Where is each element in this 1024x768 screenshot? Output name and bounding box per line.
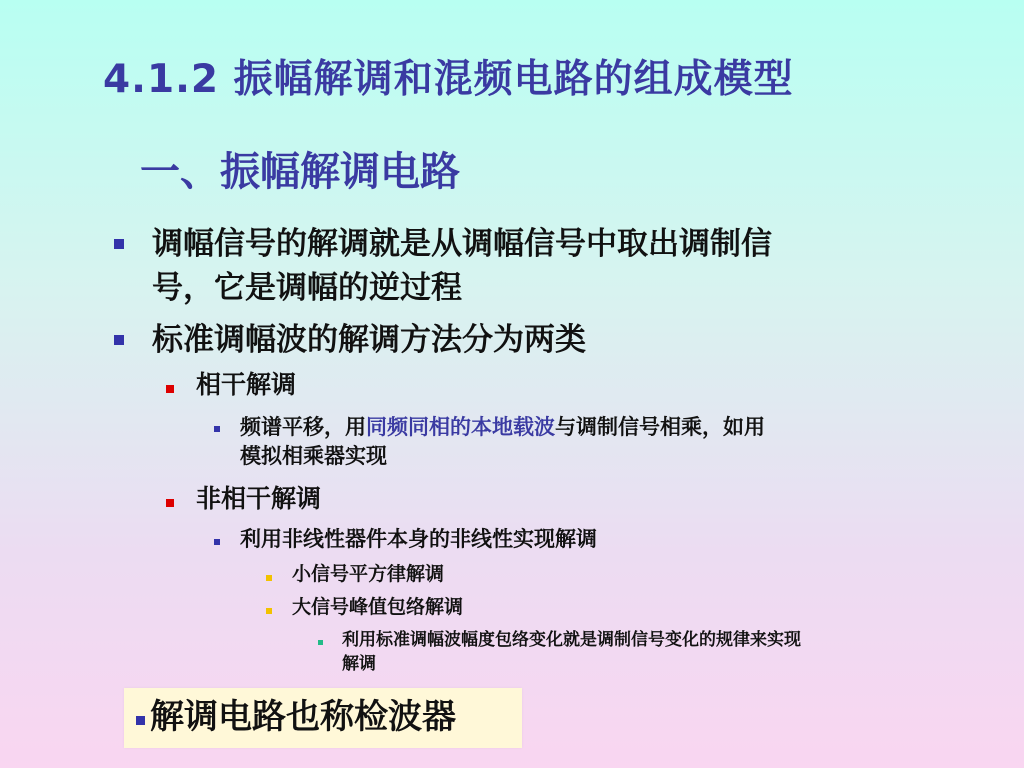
coherent-detail-prefix: 频谱平移，用 bbox=[240, 415, 366, 439]
bullet-noncoherent: 非相干解调 bbox=[196, 484, 322, 513]
bullet-noncoherent-detail: 利用非线性器件本身的非线性实现解调 bbox=[240, 527, 597, 551]
coherent-detail-line2: 模拟相乘器实现 bbox=[240, 444, 387, 468]
slide-title: 4.1.2 振幅解调和混频电路的组成模型 bbox=[103, 57, 794, 102]
square-bullet-icon bbox=[214, 426, 220, 432]
bullet-definition-line1: 调幅信号的解调就是从调幅信号中取出调制信 bbox=[152, 226, 772, 262]
bullet-coherent-detail bbox=[240, 413, 765, 471]
bullet-definition-line2: 号，它是调幅的逆过程 bbox=[152, 270, 462, 306]
square-bullet-icon bbox=[266, 575, 272, 581]
bullet-methods: 标准调幅波的解调方法分为两类 bbox=[152, 322, 586, 358]
coherent-detail-line1 bbox=[240, 413, 765, 442]
square-bullet-icon bbox=[114, 335, 124, 345]
note-box bbox=[124, 688, 522, 748]
envelope-detail-line1: 利用标准调幅波幅度包络变化就是调制信号变化的规律来实现 bbox=[342, 630, 801, 650]
bullet-coherent: 相干解调 bbox=[196, 370, 297, 399]
coherent-detail-highlight: 同频同相的本地载波 bbox=[366, 415, 555, 439]
bullet-definition bbox=[152, 222, 772, 310]
section-heading: 一、振幅解调电路 bbox=[140, 149, 460, 195]
envelope-detail-line2: 解调 bbox=[342, 654, 376, 674]
square-bullet-icon bbox=[136, 716, 145, 725]
bullet-envelope-detail bbox=[342, 628, 801, 676]
note-text: 解调电路也称检波器 bbox=[150, 697, 456, 737]
square-bullet-icon bbox=[114, 239, 124, 249]
coherent-detail-suffix: 与调制信号相乘，如用 bbox=[555, 415, 765, 439]
square-bullet-icon bbox=[318, 640, 323, 645]
bullet-small-signal: 小信号平方律解调 bbox=[292, 563, 445, 585]
square-bullet-icon bbox=[266, 608, 272, 614]
square-bullet-icon bbox=[166, 499, 174, 507]
square-bullet-icon bbox=[214, 539, 220, 545]
square-bullet-icon bbox=[166, 385, 174, 393]
bullet-large-signal: 大信号峰值包络解调 bbox=[292, 596, 464, 618]
